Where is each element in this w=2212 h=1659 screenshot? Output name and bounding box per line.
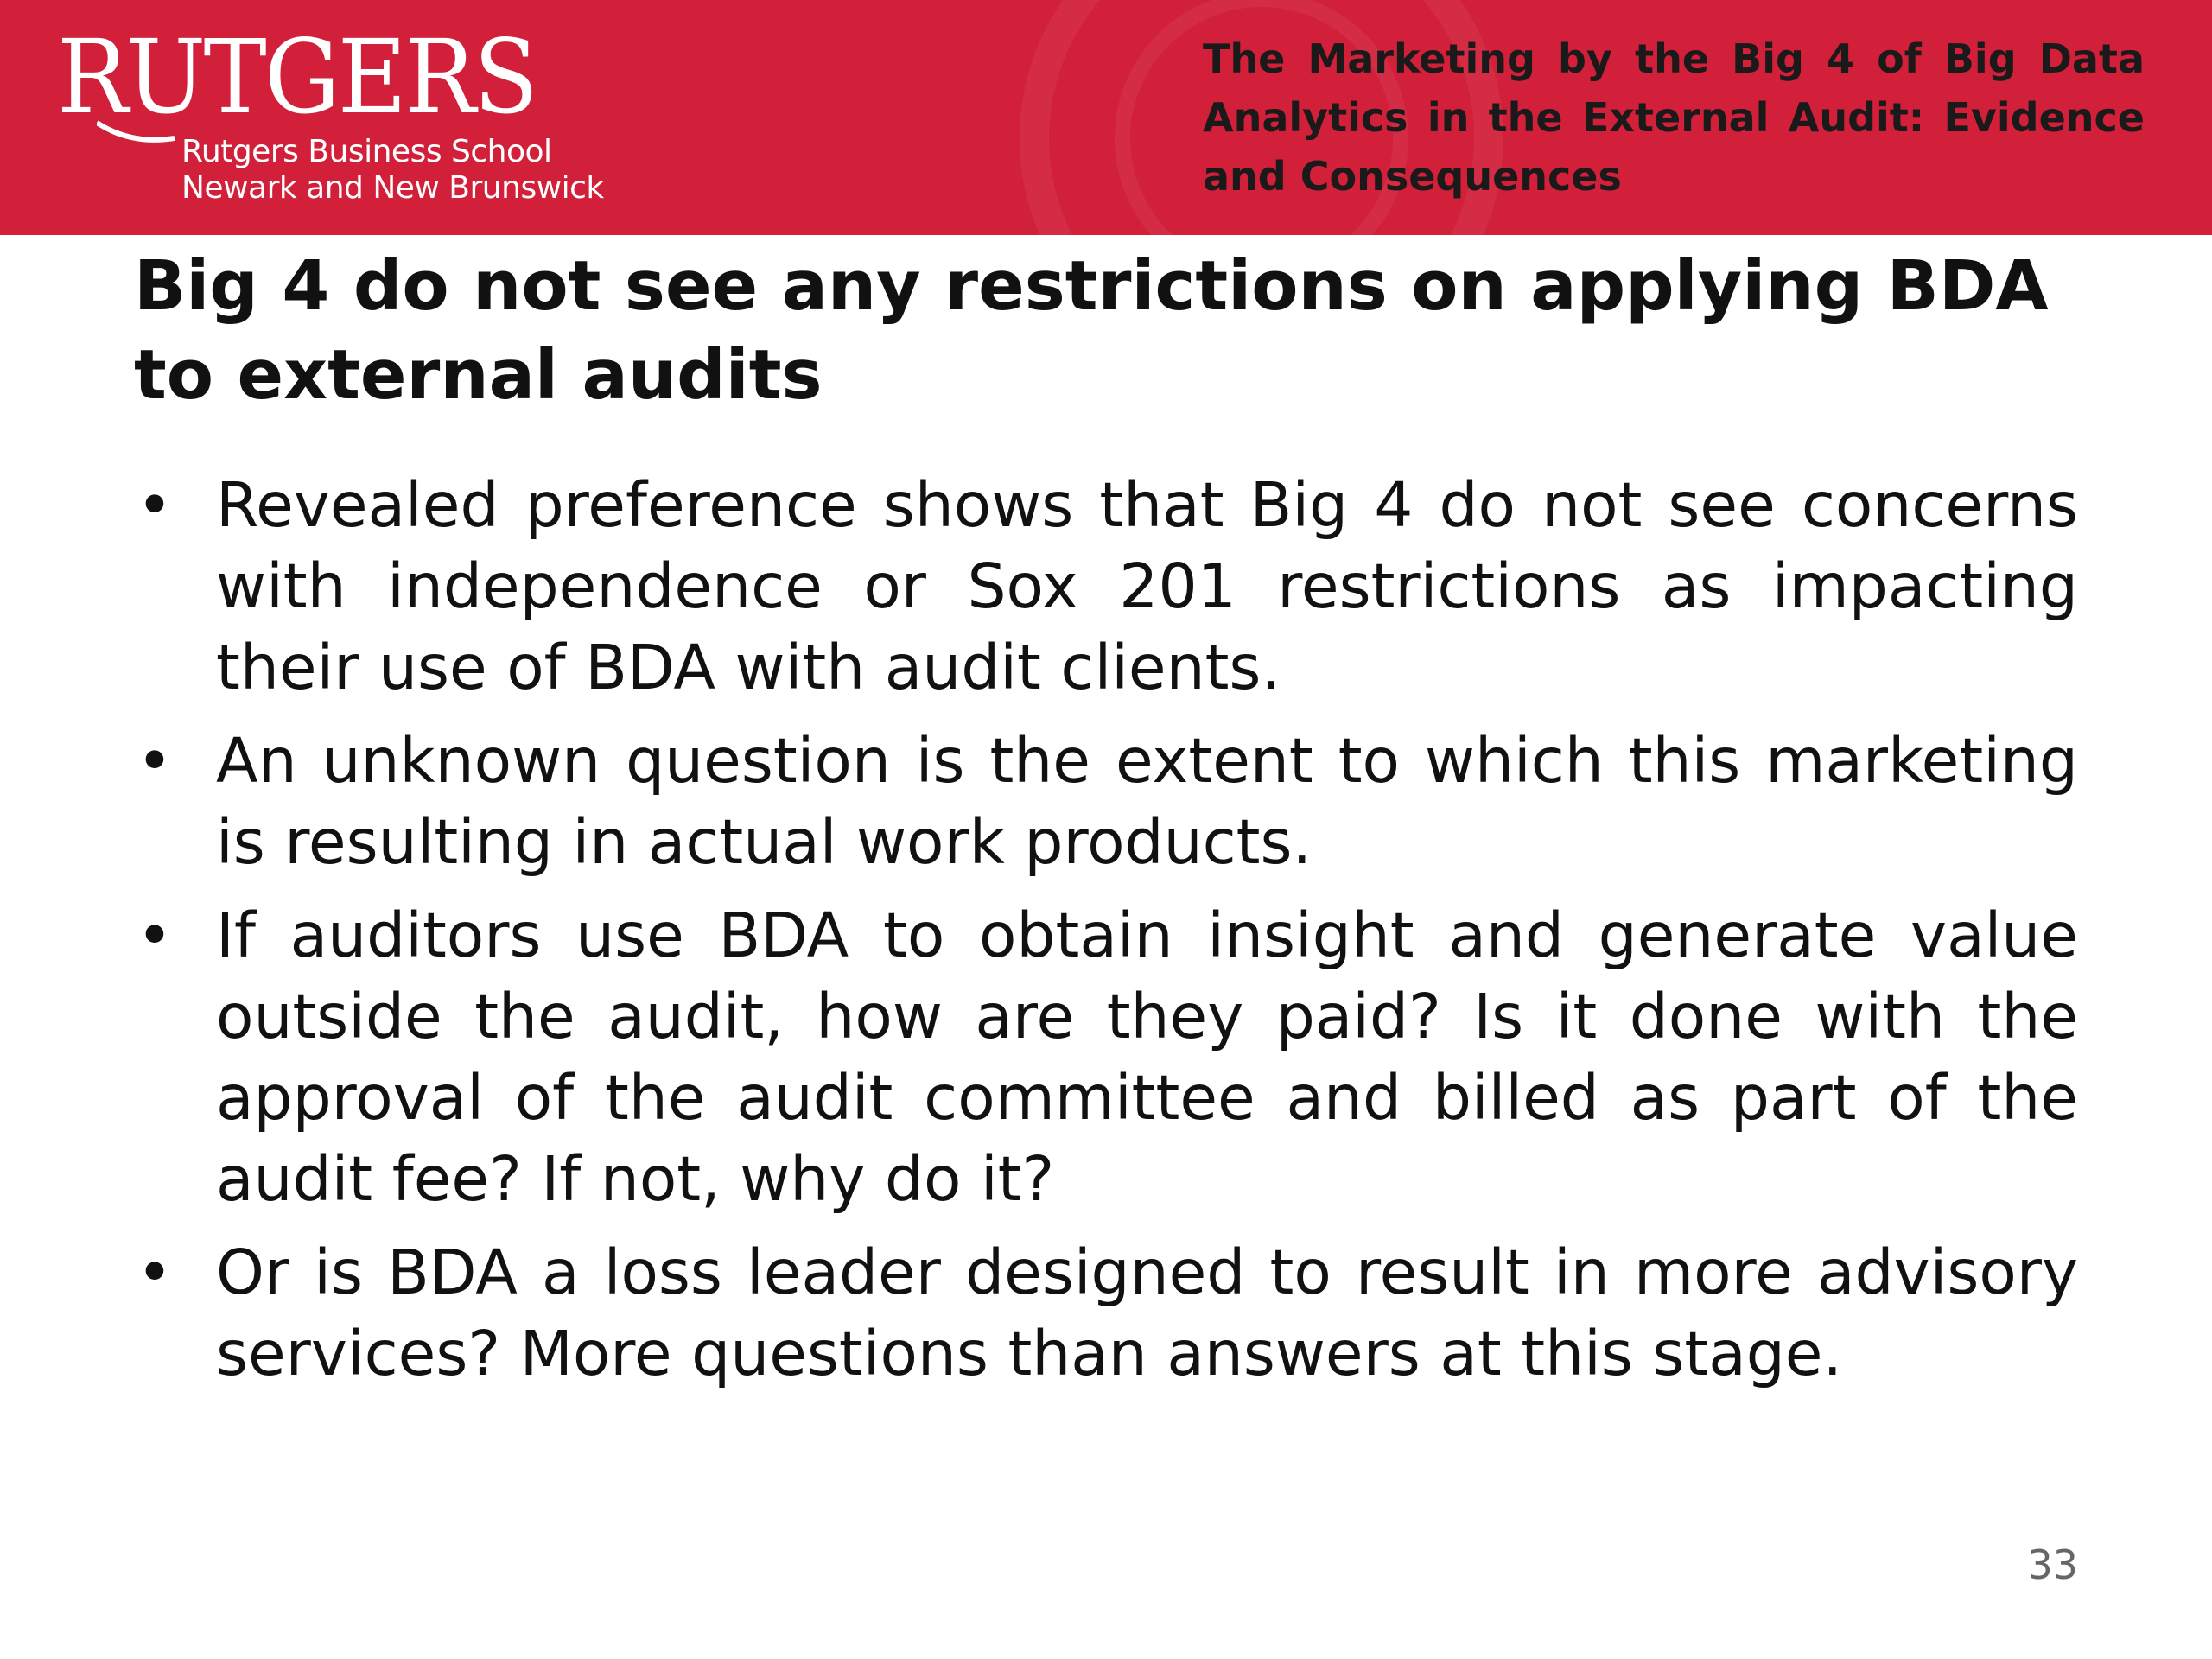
bullet-icon: •	[137, 899, 173, 971]
list-item	[130, 895, 2078, 1220]
bullet-list	[130, 465, 2078, 1407]
logo-subtitle-school: Rutgers Business School	[181, 134, 552, 169]
logo-swoosh-icon	[97, 119, 175, 145]
bullet-icon: •	[137, 469, 173, 541]
page-number: 33	[2027, 1541, 2078, 1588]
bullet-text: Or is BDA a loss leader designed to result in more advisory services? More questions than answers at this stage.	[216, 1236, 2078, 1389]
presentation-title: The Marketing by the Big 4 of Big Data Analytics in the External Audit: Evidence and Consequences	[1203, 35, 2145, 200]
bullet-icon: •	[137, 1236, 173, 1308]
logo-subtitle-campus: Newark and New Brunswick	[181, 170, 604, 206]
bullet-text: An unknown question is the extent to which this marketing is resulting in actual work products.	[216, 725, 2078, 878]
slide-title: Big 4 do not see any restrictions on applying BDA to external audits	[134, 246, 2049, 415]
list-item	[130, 721, 2078, 883]
bullet-text: Revealed preference shows that Big 4 do not see concerns with independence or Sox 201 restrictions as impacting their use of BDA with audit clients.	[216, 469, 2078, 703]
bullet-icon: •	[137, 725, 173, 797]
list-item	[130, 465, 2078, 709]
bullet-text: If auditors use BDA to obtain insight and generate value outside the audit, how are they paid? Is it done with the approval of the audit committee and billed as part of the audit fee? If not, why do it?	[216, 899, 2078, 1215]
header-band	[0, 0, 2212, 235]
rutgers-logo: RUTGERS	[57, 17, 537, 137]
list-item	[130, 1232, 2078, 1395]
